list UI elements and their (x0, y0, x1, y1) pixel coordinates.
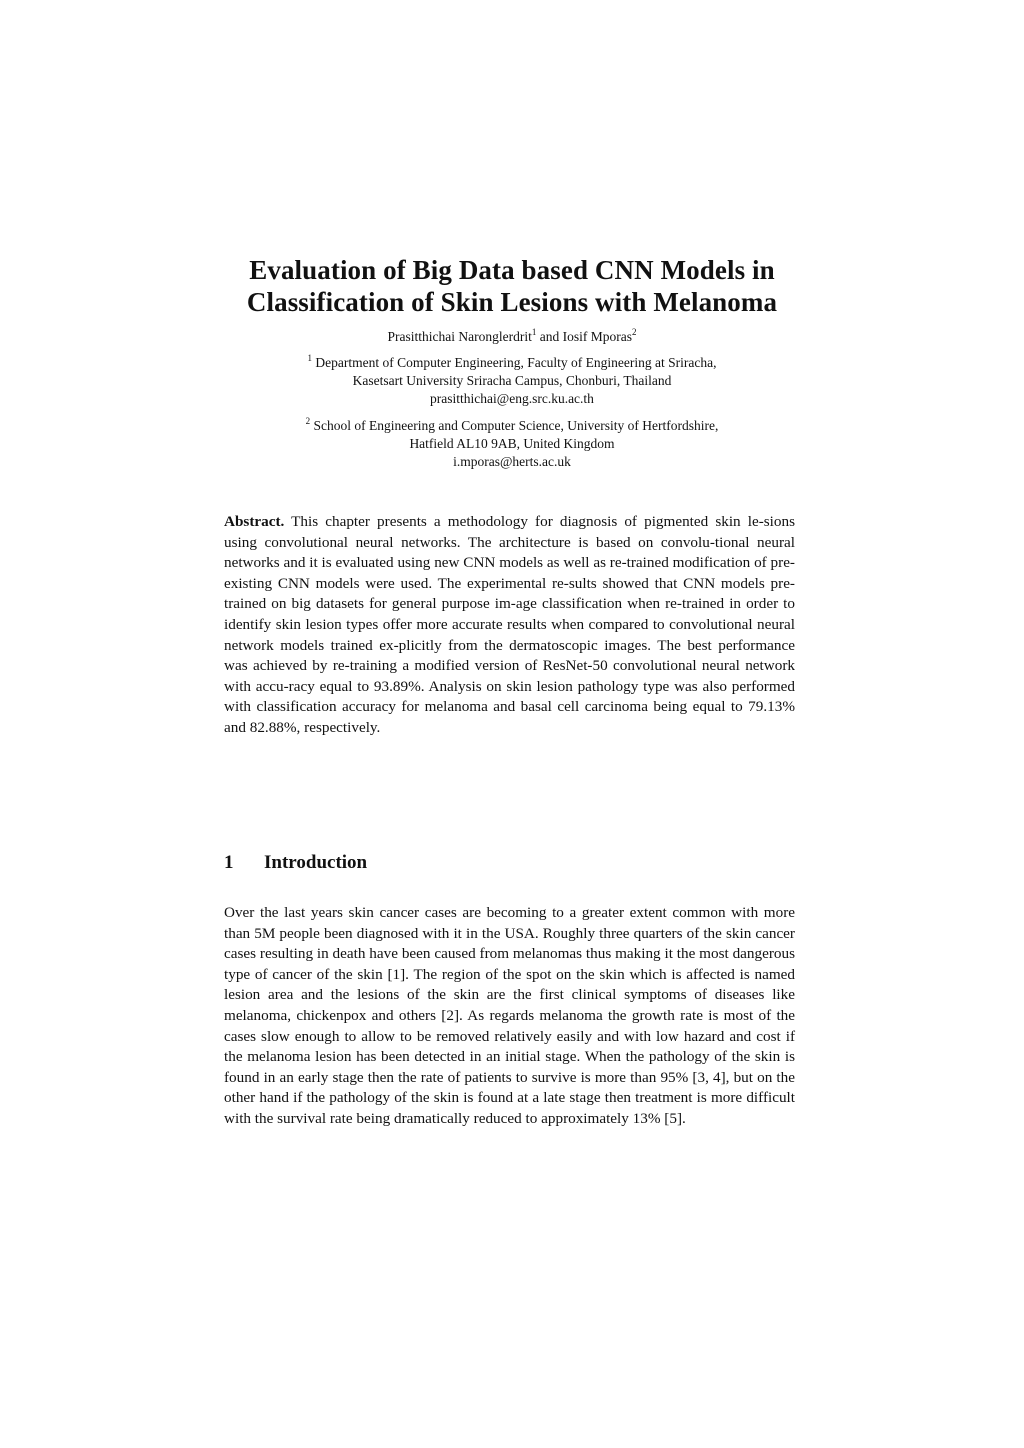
paper-title (170, 254, 854, 318)
author-name: Prasitthichai Naronglerdrit (387, 329, 532, 344)
affiliation-2 (170, 417, 854, 471)
affiliation-1 (170, 354, 854, 408)
section-heading (224, 851, 367, 875)
section-title: Introduction (264, 852, 368, 873)
abstract (224, 512, 799, 739)
affiliation-line: Kasetsart University Sriracha Campus, Chonburi, Thailand (352, 373, 672, 388)
affiliation-marker: 1 (307, 352, 312, 363)
affiliation-marker: 2 (631, 326, 637, 337)
affiliation-line: Hatfield AL10 9AB, United Kingdom (409, 436, 615, 451)
introduction-paragraph: Over the last years skin cancer cases are becoming to a greater extent common with more than 5M people been diagnosed with it in the USA. Roughly three quarters of the skin cancer cases resulting in death have been caused from melanomas thus making it the most dangerous type of cancer of the skin [1]. The region of the spot on the skin which is affected is named lesion area and the lesions of the skin are the first clinical symptoms of diseases like melanoma, chickenpox and others [2]. As regards melanoma the growth rate is most of the cases slow enough to allow to be removed relatively easily and with low hazard and cost if the melanoma lesion has been detected in an initial stage. When the pathology of the skin is found in an early stage then the rate of patients to survive is more than 95% [3, 4], but on the other hand if the pathology of the skin is found at a late stage then treatment is more difficult with the survival rate being dramatically reduced to approximately 13% [5]. (224, 904, 795, 1127)
author-name: Iosif Mporas (562, 329, 632, 344)
affiliation-marker: 1 (531, 326, 537, 337)
title-line-2: Classification of Skin Lesions with Melanoma (246, 287, 778, 317)
affiliation-line: School of Engineering and Computer Science, University of Hertfordshire, (310, 418, 719, 433)
affiliation-line: Department of Computer Engineering, Faculty of Engineering at Sriracha, (312, 355, 717, 370)
author-email: prasitthichai@eng.src.ku.ac.th (430, 391, 594, 406)
section-number: 1 (224, 852, 234, 873)
author-list (170, 328, 854, 346)
author-conjunction: and (536, 329, 563, 344)
abstract-label: Abstract. (224, 513, 285, 530)
affiliation-marker: 2 (305, 415, 311, 426)
title-line-1: Evaluation of Big Data based CNN Models in (249, 255, 775, 285)
abstract-text: This chapter presents a methodology for diagnosis of pigmented skin le-sions using convolutional neural networks. The architecture is based on convolu-tional neural networks and it is evaluated using new CNN models as well as re-trained modification of pre-existing CNN models were used. The experimental re-sults showed that CNN models pre-trained on big datasets for general purpose im-age classification when re-trained in order to identify skin lesion types offer more accurate results when compared to convolutional neural network models trained ex-plicitly from the dermatoscopic images. The best performance was achieved by re-training a modified version of ResNet-50 convolutional neural network with accu-racy equal to 93.89%. Analysis on skin lesion pathology type was also performed with classification accuracy for melanoma and basal cell carcinoma being equal to 79.13% and 82.88%, respectively. (224, 513, 799, 736)
author-email: i.mporas@herts.ac.uk (453, 454, 571, 469)
